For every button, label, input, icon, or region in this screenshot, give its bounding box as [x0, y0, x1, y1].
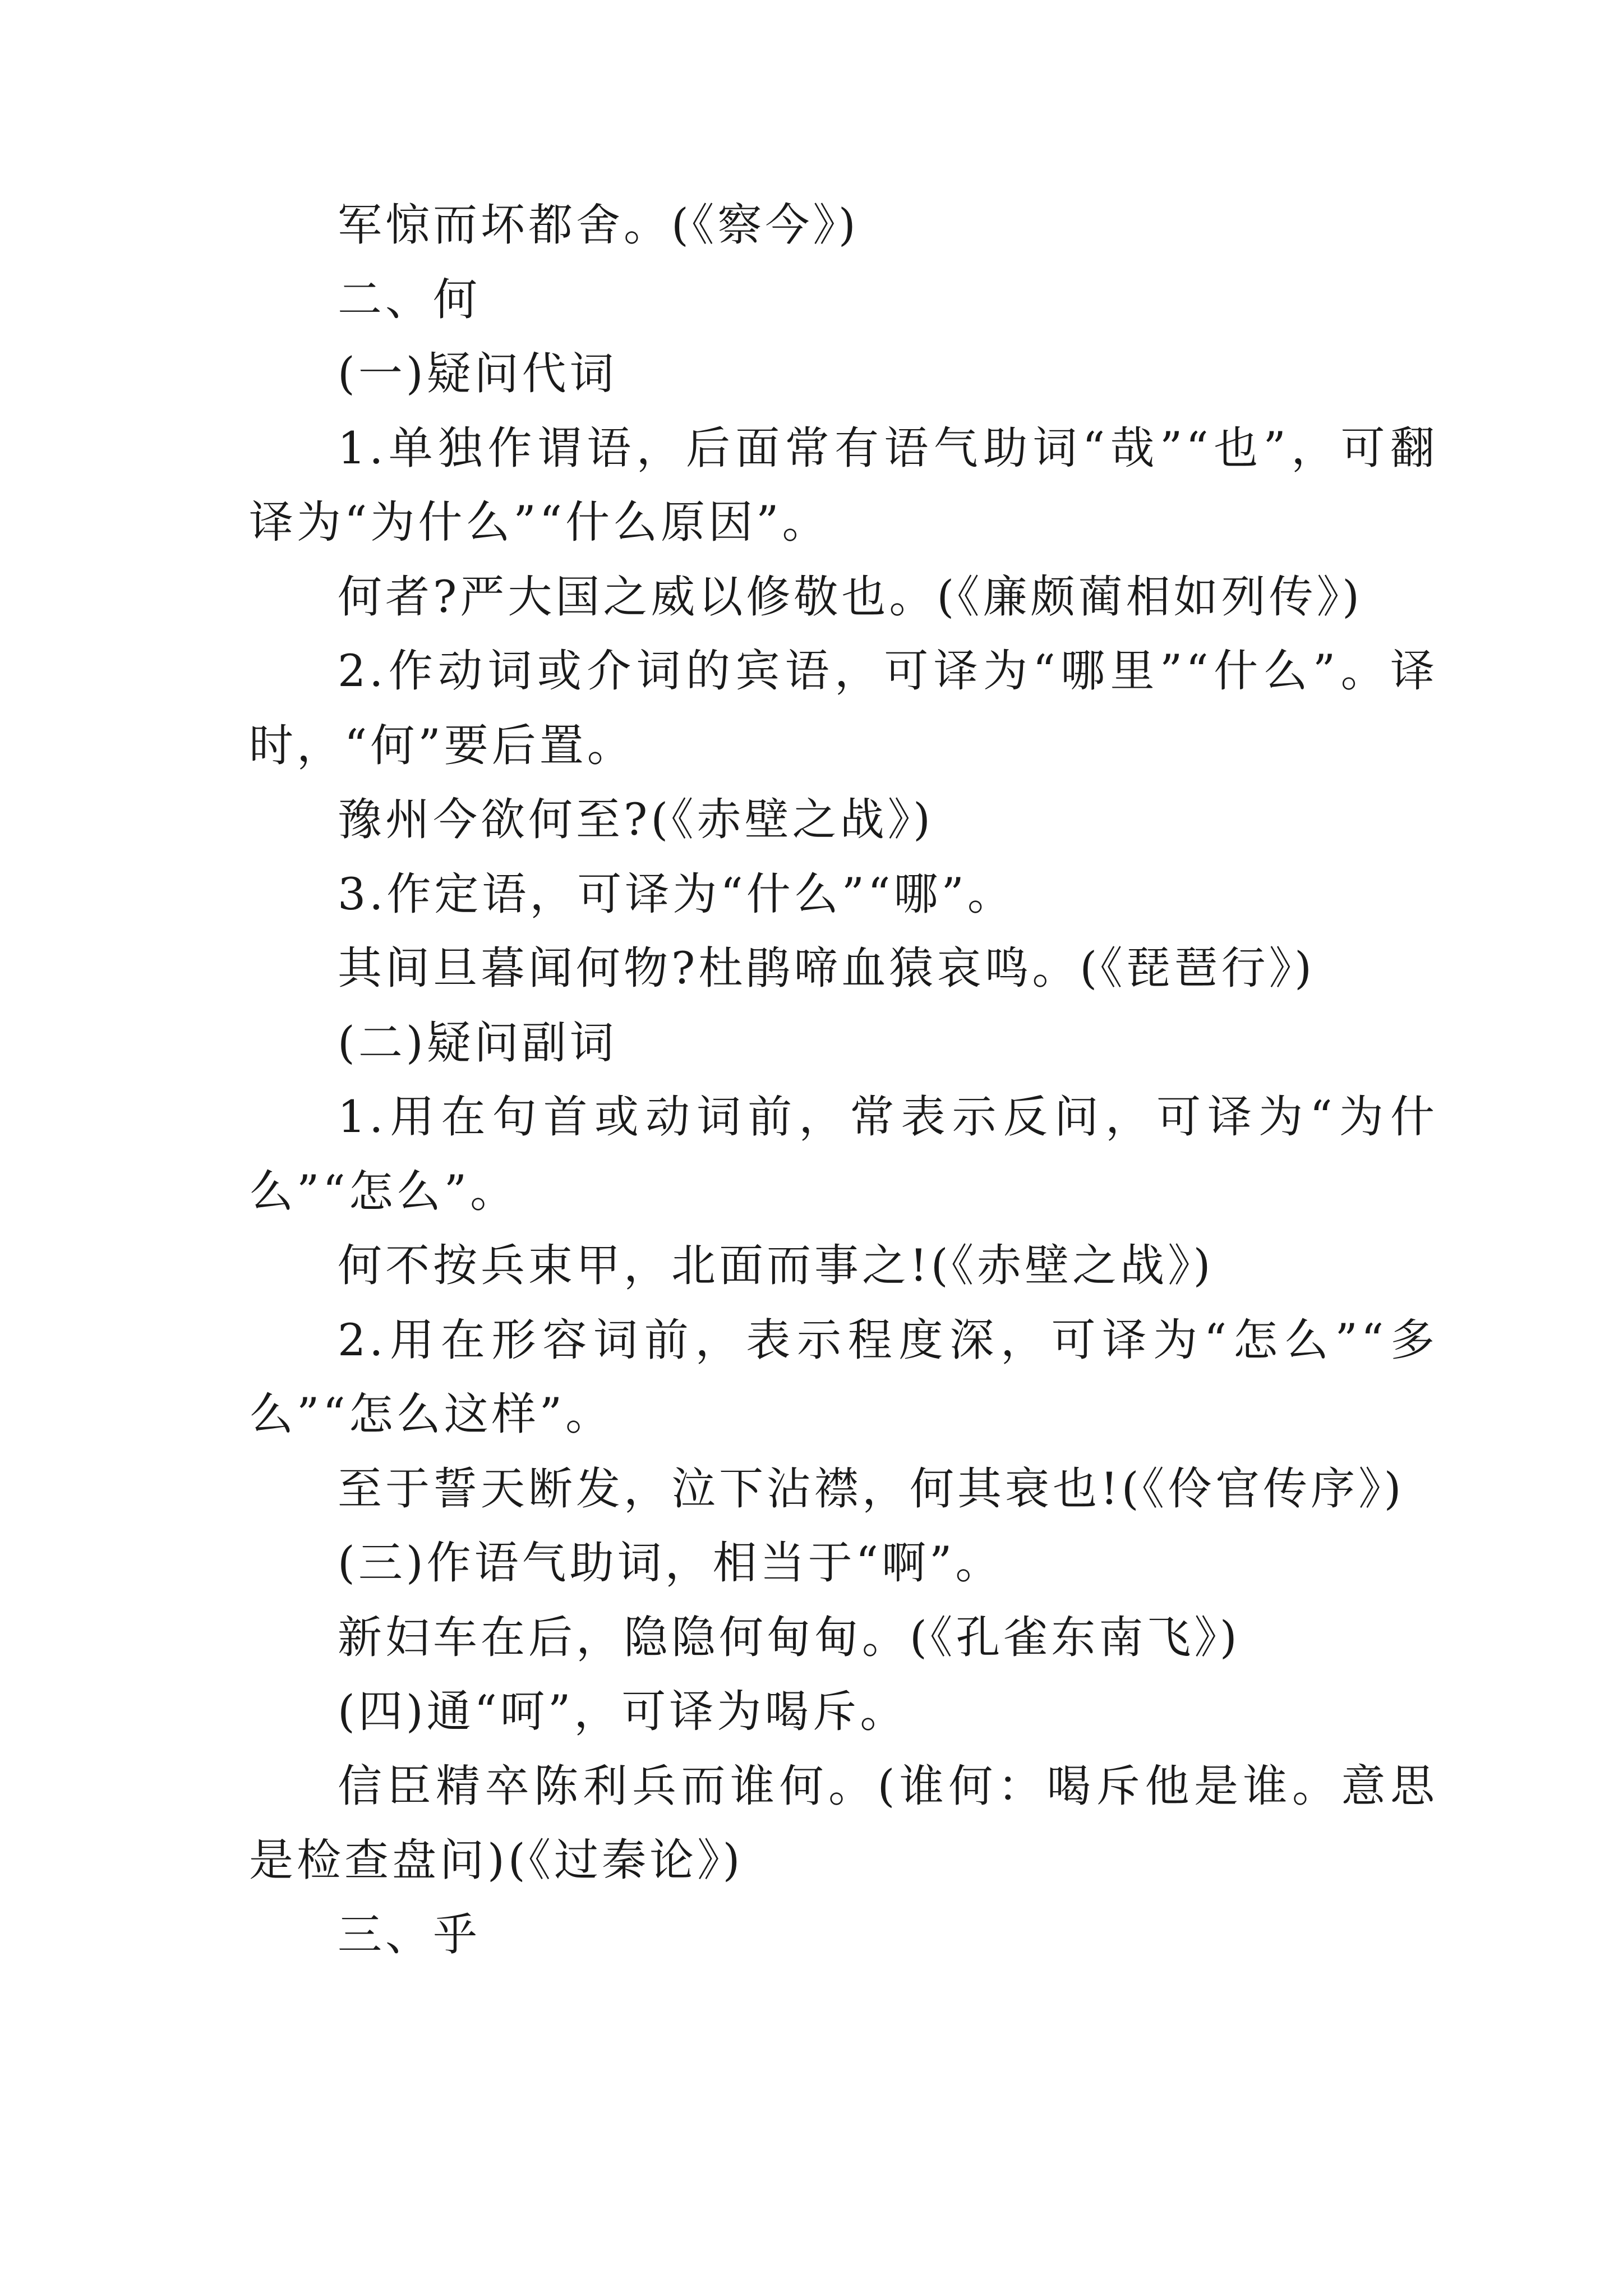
subsection-heading: (四)通“呵”，可译为喝斥。	[338, 1686, 908, 1737]
paragraph: 2.用在形容词前，表示程度深，可译为“怎么”“多么”“怎么这样”。	[249, 1314, 1438, 1440]
example-sentence: 何不按兵束甲，北面而事之!(《赤壁之战》)	[338, 1240, 1214, 1291]
example-sentence: 豫州今欲何至?(《赤壁之战》)	[338, 794, 934, 845]
paragraph: 3.作定语，可译为“什么”“哪”。	[338, 868, 1015, 920]
paragraph: 1.用在句首或动词前，常表示反问，可译为“为什么”“怎么”。	[249, 1091, 1438, 1217]
section-heading: 二、何	[338, 273, 481, 325]
example-sentence: 其间旦暮闻何物?杜鹃啼血猿哀鸣。(《琵琶行》)	[338, 942, 1315, 994]
example-sentence: 何者?严大国之威以修敬也。(《廉颇蔺相如列传》)	[338, 570, 1363, 623]
document-body	[249, 188, 1438, 1972]
paragraph: 1.单独作谓语，后面常有语气助词“哉”“也”，可翻译为“为什么”“什么原因”。	[249, 422, 1438, 548]
example-sentence: 信臣精卒陈利兵而谁何。(谁何：喝斥他是谁。意思是检查盘问)(《过秦论》)	[249, 1760, 1438, 1886]
paragraph: 军惊而坏都舍。(《察今》)	[338, 199, 859, 251]
example-sentence: 新妇车在后，隐隐何甸甸。(《孔雀东南飞》)	[338, 1611, 1241, 1663]
example-sentence: 至于誓天断发，泣下沾襟，何其衰也!(《伶官传序》)	[338, 1462, 1405, 1515]
paragraph: 2.作动词或介词的宾语，可译为“哪里”“什么”。译时，“何”要后置。	[249, 645, 1438, 771]
subsection-heading: (一)疑问代词	[338, 348, 617, 399]
subsection-heading: (二)疑问副词	[338, 1016, 617, 1069]
section-heading: 三、乎	[338, 1908, 481, 1961]
subsection-heading: (三)作语气助词，相当于“啊”。	[338, 1537, 1003, 1589]
